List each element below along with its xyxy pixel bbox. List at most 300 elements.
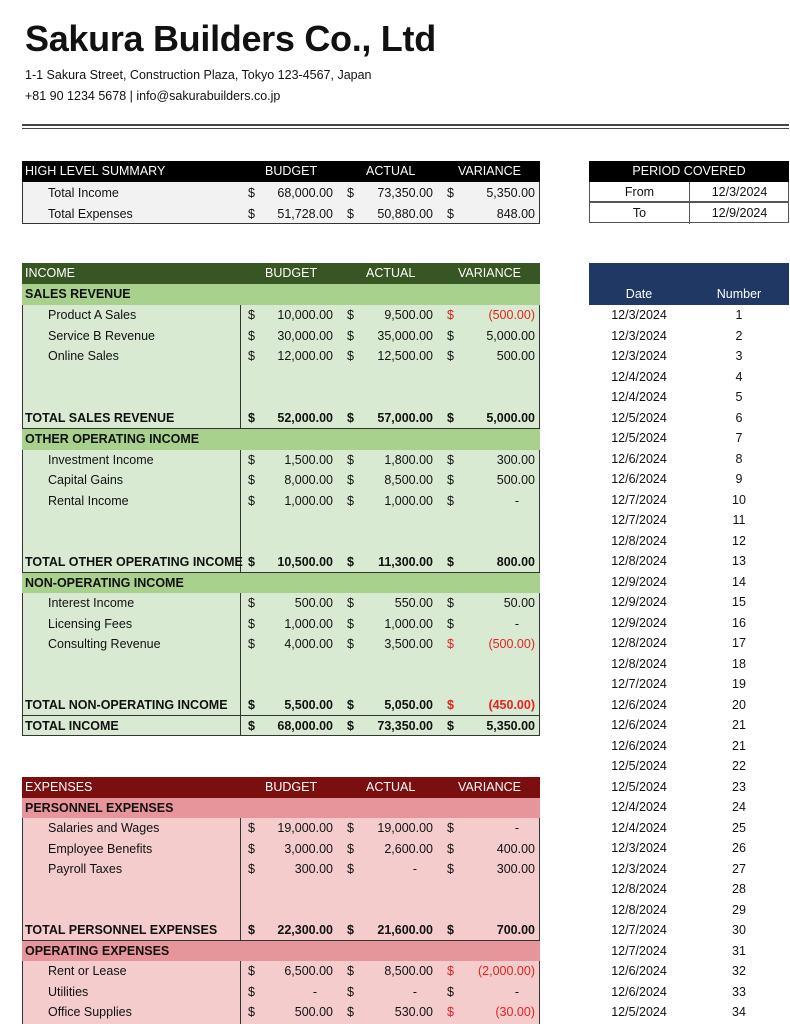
section-header xyxy=(22,284,540,305)
log-date: 12/3/2024 xyxy=(611,349,667,363)
income-col-actual: ACTUAL xyxy=(366,266,416,280)
currency-symbol: $ xyxy=(347,698,354,712)
currency-symbol: $ xyxy=(447,308,454,322)
table-row xyxy=(22,470,540,491)
log-number: 20 xyxy=(732,697,746,712)
currency-symbol: $ xyxy=(248,984,255,999)
log-date: 12/9/2024 xyxy=(611,615,667,630)
currency-symbol: $ xyxy=(347,493,354,508)
row-label: Online Sales xyxy=(48,349,119,363)
section-title: SALES REVENUE xyxy=(25,287,131,301)
log-row xyxy=(589,633,789,654)
log-number: 29 xyxy=(732,902,746,917)
table-row xyxy=(22,305,540,326)
currency-symbol: $ xyxy=(347,411,354,425)
log-row xyxy=(589,469,789,490)
log-number: 17 xyxy=(732,636,746,650)
row-label: Total Expenses xyxy=(48,206,133,221)
log-date: 12/6/2024 xyxy=(611,697,667,712)
actual-value: 550.00 xyxy=(394,596,433,610)
log-row xyxy=(589,592,789,613)
currency-symbol: $ xyxy=(347,862,354,876)
currency-symbol: $ xyxy=(347,964,354,978)
log-row xyxy=(589,715,789,736)
log-date: 12/6/2024 xyxy=(611,472,667,486)
actual-value: - xyxy=(412,862,417,876)
log-number: 1 xyxy=(735,308,743,322)
log-number: 6 xyxy=(735,410,743,425)
variance-value: (2,000.00) xyxy=(478,964,535,978)
income-col-budget: BUDGET xyxy=(265,266,318,280)
currency-symbol: $ xyxy=(347,841,354,856)
log-number: 21 xyxy=(732,738,746,753)
log-number: 33 xyxy=(732,984,746,999)
currency-symbol: $ xyxy=(248,452,255,467)
currency-symbol: $ xyxy=(447,637,454,651)
expenses-header xyxy=(22,777,540,798)
table-row xyxy=(22,614,540,635)
currency-symbol: $ xyxy=(248,328,255,343)
row-label: Service B Revenue xyxy=(48,328,156,343)
period-title: PERIOD COVERED xyxy=(589,161,789,182)
income-title: INCOME xyxy=(25,266,75,280)
variance-value: 300.00 xyxy=(496,862,535,876)
table-row xyxy=(22,204,540,225)
table-row xyxy=(22,859,540,880)
actual-value: 530.00 xyxy=(394,1005,433,1019)
log-number: 4 xyxy=(735,369,743,384)
log-number: 9 xyxy=(735,472,743,486)
subtotal-row xyxy=(22,408,540,429)
row-label: TOTAL OTHER OPERATING INCOME xyxy=(25,555,243,569)
actual-value: 1,000.00 xyxy=(384,493,433,508)
log-number: 10 xyxy=(732,492,746,507)
currency-symbol: $ xyxy=(447,984,454,999)
currency-symbol: $ xyxy=(447,328,454,343)
log-date: 12/5/2024 xyxy=(611,1005,667,1019)
log-row xyxy=(589,920,789,941)
row-label: Salaries and Wages xyxy=(48,821,160,835)
currency-symbol: $ xyxy=(248,964,255,978)
actual-value: 73,350.00 xyxy=(377,186,433,200)
log-row xyxy=(589,531,789,552)
row-label: Investment Income xyxy=(48,452,154,467)
variance-value: 848.00 xyxy=(496,206,535,221)
log-date: 12/5/2024 xyxy=(611,759,667,773)
log-date: 12/8/2024 xyxy=(611,882,667,896)
log-row xyxy=(589,428,789,449)
table-row xyxy=(22,593,540,614)
currency-symbol: $ xyxy=(447,821,454,835)
variance-value: 5,000.00 xyxy=(486,328,535,343)
log-date: 12/7/2024 xyxy=(611,677,667,691)
currency-symbol: $ xyxy=(447,923,454,937)
log-row xyxy=(589,756,789,777)
log-date: 12/7/2024 xyxy=(611,492,667,507)
log-row xyxy=(589,674,789,695)
row-label: TOTAL NON-OPERATING INCOME xyxy=(25,698,228,712)
currency-symbol: $ xyxy=(248,186,255,200)
actual-value: 21,600.00 xyxy=(377,923,433,937)
currency-symbol: $ xyxy=(347,984,354,999)
log-row xyxy=(589,408,789,429)
budget-value: 68,000.00 xyxy=(277,718,333,733)
section-header xyxy=(22,798,540,819)
row-label: Payroll Taxes xyxy=(48,862,123,876)
log-row xyxy=(589,818,789,839)
expenses-col-actual: ACTUAL xyxy=(366,780,416,794)
variance-value: 300.00 xyxy=(496,452,535,467)
budget-value: 19,000.00 xyxy=(277,821,333,835)
log-number: 26 xyxy=(732,841,746,855)
header-divider-thin xyxy=(22,128,789,129)
log-date: 12/4/2024 xyxy=(611,369,667,384)
log-number: 23 xyxy=(732,779,746,794)
currency-symbol: $ xyxy=(347,473,354,487)
log-number: 12 xyxy=(732,533,746,548)
budget-value: 8,000.00 xyxy=(284,473,333,487)
currency-symbol: $ xyxy=(447,718,454,733)
row-label: Employee Benefits xyxy=(48,841,153,856)
currency-symbol: $ xyxy=(347,349,354,363)
currency-symbol: $ xyxy=(447,555,454,569)
currency-symbol: $ xyxy=(248,473,255,487)
log-row xyxy=(589,736,789,757)
log-date: 12/6/2024 xyxy=(611,738,667,753)
log-row xyxy=(589,654,789,675)
budget-value: 1,000.00 xyxy=(284,493,333,508)
currency-symbol: $ xyxy=(447,964,454,978)
section-header xyxy=(22,429,540,450)
log-row xyxy=(589,510,789,531)
log-date: 12/7/2024 xyxy=(611,943,667,958)
period-to-label: To xyxy=(590,203,690,224)
budget-value: 6,500.00 xyxy=(284,964,333,978)
section-header xyxy=(22,941,540,962)
subtotal-row xyxy=(22,920,540,941)
log-number: 15 xyxy=(732,595,746,609)
log-row xyxy=(589,367,789,388)
currency-symbol: $ xyxy=(447,186,454,200)
currency-symbol: $ xyxy=(248,821,255,835)
table-row xyxy=(22,326,540,347)
budget-value: 1,500.00 xyxy=(284,452,333,467)
budget-value: 10,000.00 xyxy=(277,308,333,322)
table-row xyxy=(22,491,540,512)
log-col-number: Number xyxy=(716,287,762,301)
currency-symbol: $ xyxy=(447,698,454,712)
log-date: 12/8/2024 xyxy=(611,636,667,650)
row-label: Utilities xyxy=(48,984,89,999)
section-title: OTHER OPERATING INCOME xyxy=(25,432,200,446)
currency-symbol: $ xyxy=(347,452,354,467)
row-label: Consulting Revenue xyxy=(48,637,161,651)
section-title: PERSONNEL EXPENSES xyxy=(25,800,174,815)
log-row xyxy=(589,346,789,367)
actual-value: 12,500.00 xyxy=(377,349,433,363)
header-divider xyxy=(22,124,789,126)
log-date: 12/3/2024 xyxy=(611,841,667,855)
actual-value: 8,500.00 xyxy=(384,964,433,978)
currency-symbol: $ xyxy=(347,821,354,835)
actual-value: 73,350.00 xyxy=(377,718,433,733)
log-row xyxy=(589,695,789,716)
section-title: OPERATING EXPENSES xyxy=(25,943,170,958)
variance-value: (30.00) xyxy=(495,1005,535,1019)
currency-symbol: $ xyxy=(447,1005,454,1019)
log-date: 12/8/2024 xyxy=(611,554,667,568)
log-row xyxy=(589,305,789,326)
currency-symbol: $ xyxy=(248,206,255,221)
variance-value: 400.00 xyxy=(496,841,535,856)
log-date: 12/6/2024 xyxy=(611,964,667,978)
summary-col-actual: ACTUAL xyxy=(366,164,416,178)
log-number: 19 xyxy=(732,677,746,691)
log-number: 5 xyxy=(735,390,743,404)
log-date: 12/5/2024 xyxy=(611,779,667,794)
log-date: 12/3/2024 xyxy=(611,861,667,876)
expenses-col-variance: VARIANCE xyxy=(458,780,521,794)
actual-value: 35,000.00 xyxy=(377,328,433,343)
log-date: 12/8/2024 xyxy=(611,902,667,917)
log-number: 28 xyxy=(732,882,746,896)
company-name: Sakura Builders Co., Ltd xyxy=(25,18,436,59)
period-to-row xyxy=(589,202,789,223)
actual-value: 11,300.00 xyxy=(378,555,433,569)
currency-symbol: $ xyxy=(447,206,454,221)
variance-value: 5,350.00 xyxy=(486,186,535,200)
budget-value: 500.00 xyxy=(294,596,333,610)
period-from-label: From xyxy=(590,182,690,203)
currency-symbol: $ xyxy=(347,186,354,200)
currency-symbol: $ xyxy=(447,349,454,363)
currency-symbol: $ xyxy=(248,555,255,569)
row-label: Rent or Lease xyxy=(48,964,127,978)
log-row xyxy=(589,879,789,900)
actual-value: 5,050.00 xyxy=(384,698,433,712)
log-row xyxy=(589,900,789,921)
currency-symbol: $ xyxy=(347,718,354,733)
actual-value: 50,880.00 xyxy=(377,206,433,221)
log-row xyxy=(589,326,789,347)
income-header xyxy=(22,263,540,284)
budget-value: 30,000.00 xyxy=(277,328,333,343)
table-row xyxy=(22,1002,540,1023)
log-date: 12/6/2024 xyxy=(611,451,667,466)
variance-value: 5,000.00 xyxy=(486,411,535,425)
log-number: 30 xyxy=(732,923,746,937)
log-row xyxy=(589,982,789,1003)
row-label: Total Income xyxy=(48,186,119,200)
date-number-log xyxy=(589,263,789,1024)
log-number: 3 xyxy=(735,349,743,363)
row-label: Licensing Fees xyxy=(48,616,133,631)
log-number: 32 xyxy=(732,964,746,978)
currency-symbol: $ xyxy=(248,841,255,856)
actual-value: 1,000.00 xyxy=(384,616,433,631)
currency-symbol: $ xyxy=(248,637,255,651)
log-date: 12/4/2024 xyxy=(611,390,667,404)
expenses-title: EXPENSES xyxy=(25,780,93,794)
budget-value: 3,000.00 xyxy=(284,841,333,856)
subtotal-row xyxy=(22,695,540,716)
log-row xyxy=(589,777,789,798)
log-number: 11 xyxy=(732,513,746,527)
currency-symbol: $ xyxy=(447,452,454,467)
variance-value: (500.00) xyxy=(488,637,535,651)
currency-symbol: $ xyxy=(248,616,255,631)
log-row xyxy=(589,961,789,982)
row-label: Interest Income xyxy=(48,596,135,610)
actual-value: 9,500.00 xyxy=(384,308,433,322)
budget-value: 10,500.00 xyxy=(277,555,333,569)
currency-symbol: $ xyxy=(248,493,255,508)
log-row xyxy=(589,859,789,880)
currency-symbol: $ xyxy=(248,862,255,876)
log-date: 12/5/2024 xyxy=(611,410,667,425)
variance-value: 500.00 xyxy=(496,473,535,487)
log-date: 12/9/2024 xyxy=(611,574,667,589)
variance-value: 50.00 xyxy=(503,596,535,610)
actual-value: 3,500.00 xyxy=(384,637,433,651)
currency-symbol: $ xyxy=(248,411,255,425)
log-date: 12/8/2024 xyxy=(611,656,667,671)
currency-symbol: $ xyxy=(347,616,354,631)
variance-value: - xyxy=(514,616,519,631)
company-contact: +81 90 1234 5678 | info@sakurabuilders.co.jp xyxy=(25,89,281,103)
log-date: 12/3/2024 xyxy=(611,328,667,343)
grand-total-row xyxy=(22,716,540,737)
log-number: 21 xyxy=(732,718,746,732)
currency-symbol: $ xyxy=(447,841,454,856)
budget-value: - xyxy=(312,984,317,999)
log-date: 12/6/2024 xyxy=(611,984,667,999)
table-row xyxy=(22,818,540,839)
currency-symbol: $ xyxy=(347,923,354,937)
log-number: 18 xyxy=(732,656,746,671)
log-row xyxy=(589,613,789,634)
currency-symbol: $ xyxy=(447,473,454,487)
row-label: TOTAL PERSONNEL EXPENSES xyxy=(25,923,218,937)
table-row xyxy=(22,183,540,204)
variance-value: 5,350.00 xyxy=(486,718,535,733)
log-number: 8 xyxy=(735,451,743,466)
variance-value: - xyxy=(514,984,519,999)
currency-symbol: $ xyxy=(248,596,255,610)
currency-symbol: $ xyxy=(248,308,255,322)
log-row xyxy=(589,551,789,572)
currency-symbol: $ xyxy=(248,698,255,712)
currency-symbol: $ xyxy=(447,596,454,610)
log-date: 12/7/2024 xyxy=(611,923,667,937)
log-row xyxy=(589,1002,789,1023)
currency-symbol: $ xyxy=(447,493,454,508)
actual-value: 57,000.00 xyxy=(377,411,433,425)
row-label: Rental Income xyxy=(48,493,129,508)
log-number: 13 xyxy=(732,554,746,568)
table-row xyxy=(22,450,540,471)
log-number: 25 xyxy=(732,820,746,835)
log-date: 12/9/2024 xyxy=(611,595,667,609)
budget-value: 1,000.00 xyxy=(284,616,333,631)
log-row xyxy=(589,387,789,408)
log-date: 12/8/2024 xyxy=(611,533,667,548)
log-number: 24 xyxy=(732,800,746,814)
log-row xyxy=(589,838,789,859)
log-date: 12/7/2024 xyxy=(611,513,667,527)
currency-symbol: $ xyxy=(248,349,255,363)
currency-symbol: $ xyxy=(248,718,255,733)
log-number: 31 xyxy=(732,943,746,958)
section-title: NON-OPERATING INCOME xyxy=(25,575,184,590)
log-number: 2 xyxy=(735,328,743,343)
variance-value: (450.00) xyxy=(488,698,535,712)
log-row xyxy=(589,490,789,511)
period-covered xyxy=(589,161,789,224)
period-from-value: 12/3/2024 xyxy=(711,184,768,199)
row-label: Product A Sales xyxy=(48,308,137,322)
log-date: 12/4/2024 xyxy=(611,800,667,814)
currency-symbol: $ xyxy=(447,411,454,425)
log-row xyxy=(589,797,789,818)
variance-value: 800.00 xyxy=(496,555,535,569)
actual-value: 1,800.00 xyxy=(384,452,433,467)
budget-value: 300.00 xyxy=(294,862,333,876)
company-address: 1-1 Sakura Street, Construction Plaza, Tokyo 123-4567, Japan xyxy=(25,68,372,82)
currency-symbol: $ xyxy=(347,596,354,610)
budget-value: 12,000.00 xyxy=(277,349,333,363)
period-from-row xyxy=(589,182,789,203)
table-row xyxy=(22,961,540,982)
table-row xyxy=(22,346,540,367)
row-label: Office Supplies xyxy=(48,1005,132,1019)
currency-symbol: $ xyxy=(248,923,255,937)
currency-symbol: $ xyxy=(347,328,354,343)
budget-value: 5,500.00 xyxy=(284,698,333,712)
log-date: 12/6/2024 xyxy=(611,718,667,732)
table-row xyxy=(22,634,540,655)
actual-value: 8,500.00 xyxy=(384,473,433,487)
summary-col-variance: VARIANCE xyxy=(458,164,521,178)
variance-value: 500.00 xyxy=(496,349,535,363)
summary-col-budget: BUDGET xyxy=(265,164,318,178)
variance-value: 700.00 xyxy=(496,923,535,937)
currency-symbol: $ xyxy=(347,206,354,221)
budget-value: 52,000.00 xyxy=(277,411,333,425)
actual-value: 2,600.00 xyxy=(384,841,433,856)
row-label: Capital Gains xyxy=(48,473,124,487)
log-date: 12/5/2024 xyxy=(611,431,667,445)
subtotal-row xyxy=(22,552,540,573)
currency-symbol: $ xyxy=(447,862,454,876)
currency-symbol: $ xyxy=(248,1005,255,1019)
currency-symbol: $ xyxy=(447,616,454,631)
log-row xyxy=(589,449,789,470)
summary-header xyxy=(22,161,540,182)
log-row xyxy=(589,572,789,593)
log-col-date: Date xyxy=(625,287,653,301)
log-number: 7 xyxy=(735,431,743,445)
budget-value: 4,000.00 xyxy=(284,637,333,651)
log-number: 34 xyxy=(732,1005,746,1019)
log-date: 12/4/2024 xyxy=(611,820,667,835)
budget-value: 68,000.00 xyxy=(277,186,333,200)
variance-value: - xyxy=(514,821,519,835)
currency-symbol: $ xyxy=(347,1005,354,1019)
log-number: 27 xyxy=(732,861,746,876)
section-header xyxy=(22,573,540,594)
table-row xyxy=(22,839,540,860)
